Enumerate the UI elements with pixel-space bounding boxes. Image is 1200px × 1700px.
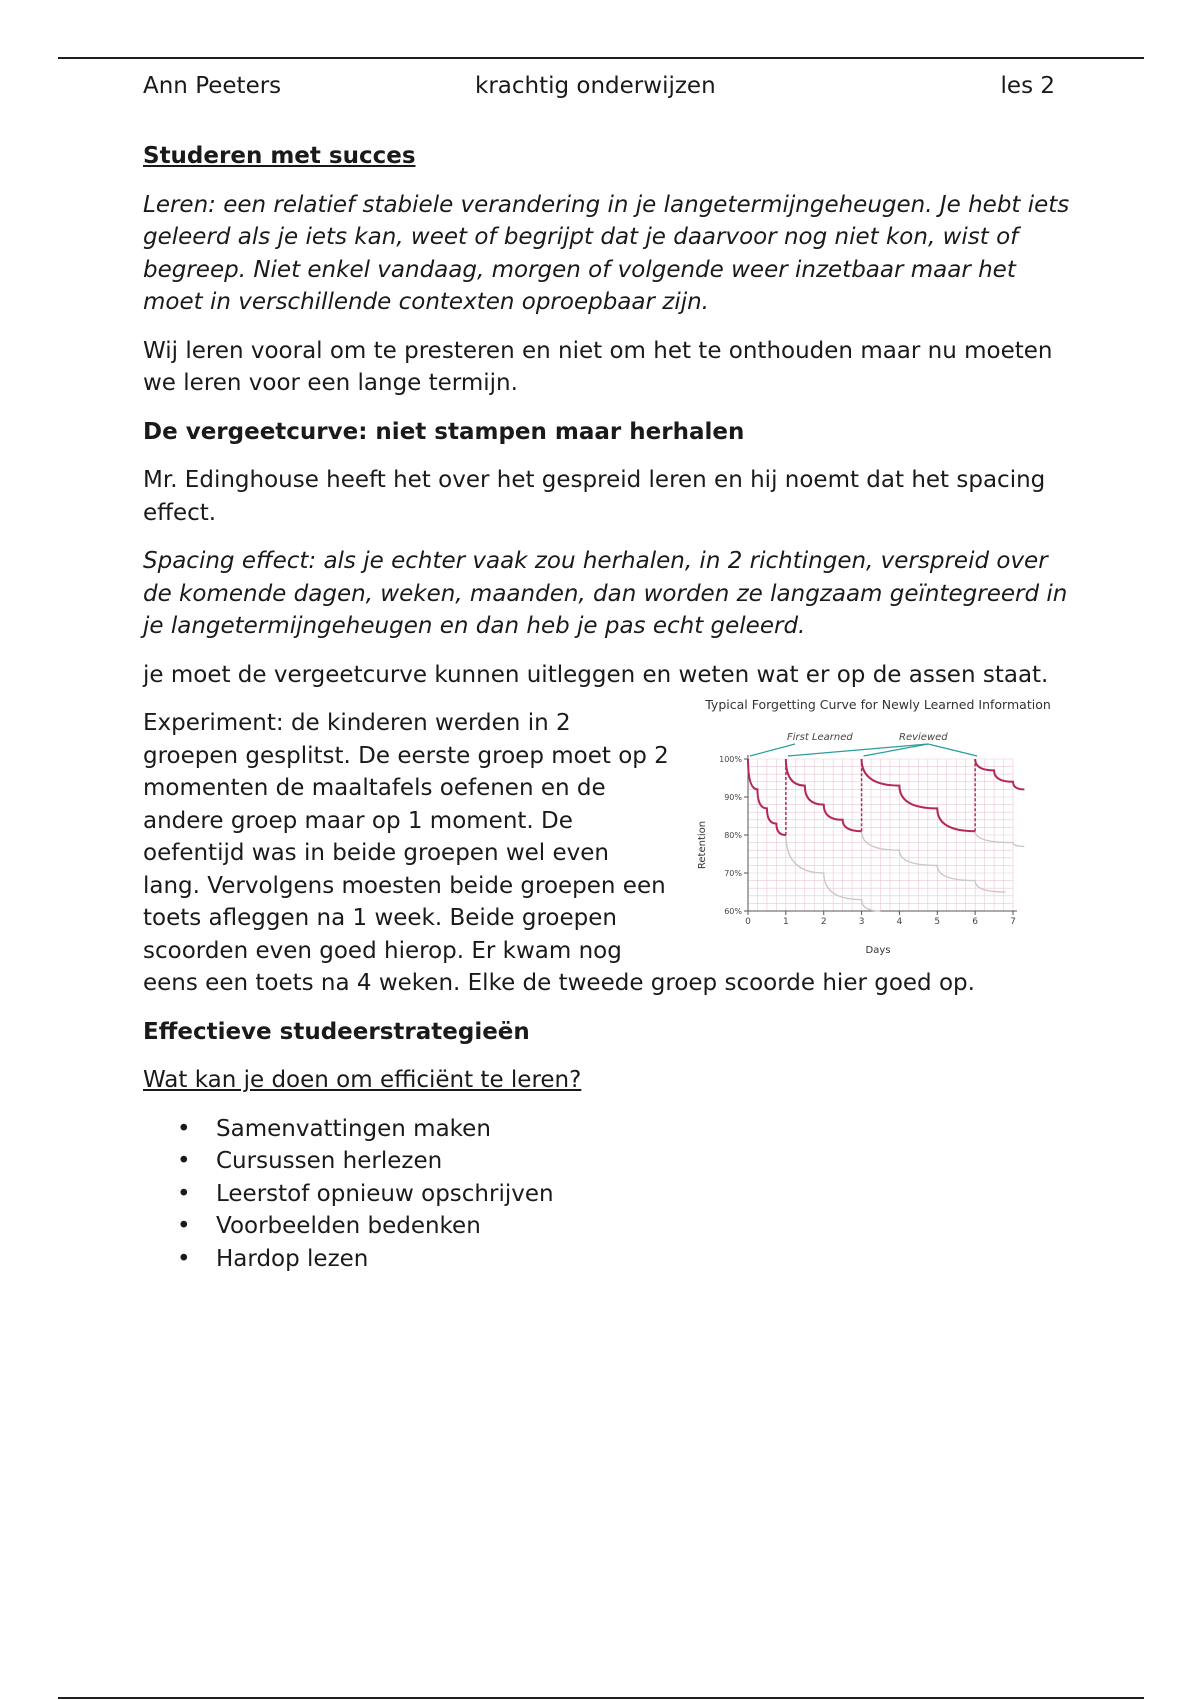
page-header bbox=[143, 70, 1055, 102]
chart-y-tick-label: 90% bbox=[724, 793, 742, 802]
chart-series-line bbox=[975, 831, 1024, 846]
chart-y-tick-label: 80% bbox=[724, 831, 742, 840]
paragraph-assen: je moet de vergeetcurve kunnen uitleggen en weten wat er op de assen staat. bbox=[143, 661, 1049, 688]
strategy-list bbox=[143, 1113, 1073, 1276]
header-rule bbox=[58, 57, 1144, 59]
chart-annotation-arrow bbox=[750, 744, 795, 756]
question-efficient: Wat kan je doen om efficiënt te leren? bbox=[143, 1067, 582, 1093]
header-course: krachtig onderwijzen bbox=[475, 73, 716, 99]
chart-ylabel: Retention bbox=[697, 820, 708, 870]
chart-x-tick-label: 1 bbox=[782, 917, 789, 927]
paragraph-presteren: Wij leren vooral om te presteren en niet om het te onthouden maar nu moeten we leren voor een lange termijn. bbox=[143, 337, 1053, 396]
list-item: • Cursussen herlezen bbox=[143, 1145, 1073, 1178]
forgetting-curve-chart bbox=[683, 695, 1073, 955]
chart-x-tick-label: 3 bbox=[858, 917, 865, 927]
chart-x-tick-label: 6 bbox=[972, 917, 979, 927]
chart-x-tick-label: 0 bbox=[745, 917, 751, 927]
section-title-studeren: Studeren met succes bbox=[143, 143, 416, 169]
chart-annotation-first-learned: First Learned bbox=[787, 732, 853, 743]
header-author: Ann Peeters bbox=[143, 73, 282, 99]
document-body bbox=[143, 140, 1073, 1275]
chart-x-tick-label: 4 bbox=[896, 917, 903, 927]
chart-annotation-arrow bbox=[864, 744, 928, 756]
definition-spacing-effect: Spacing effect: als je echter vaak zou herhalen, in 2 richtingen, verspreid over de komende dagen, weken, maanden, dan worden ze langzaam geïntegreerd in je langetermijngeheugen en dan heb je pas echt geleerd. bbox=[143, 548, 1068, 639]
section-title-strategieen: Effectieve studeerstrategieën bbox=[143, 1018, 530, 1045]
chart-series-line bbox=[862, 831, 1006, 892]
chart-title: Typical Forgetting Curve for Newly Learned Information bbox=[705, 697, 1051, 712]
chart-y-tick-label: 70% bbox=[724, 869, 742, 878]
forgetting-curve-svg bbox=[683, 695, 1073, 955]
footer-rule bbox=[58, 1697, 1144, 1699]
paragraph-experiment: Experiment: de kinderen werden in 2 groepen gesplitst. De eerste groep moet op 2 momenten de maaltafels oefenen en de andere groep maar op 1 moment. De oefentijd was in beide groepen wel even lang. Vervolgens moesten beide groepen een toets afleggen na 1 week. Beide groepen scoorden even goed hierop. Er kwam nog eens een toets na 4 weken. Elke de tweede groep scoorde hier goed op. bbox=[143, 710, 975, 996]
header-lesson: les 2 bbox=[1000, 73, 1055, 99]
chart-x-tick-label: 7 bbox=[1010, 917, 1016, 927]
chart-y-tick-label: 60% bbox=[724, 907, 742, 916]
chart-x-tick-label: 5 bbox=[934, 917, 941, 927]
list-item: • Samenvattingen maken bbox=[143, 1113, 1073, 1146]
paragraph-edinghouse: Mr. Edinghouse heeft het over het gespreid leren en hij noemt dat het spacing effect. bbox=[143, 467, 1046, 526]
chart-xlabel: Days bbox=[865, 945, 891, 955]
section-title-vergeetcurve: De vergeetcurve: niet stampen maar herhalen bbox=[143, 418, 745, 445]
chart-annotation-arrow bbox=[788, 744, 928, 756]
list-item: • Voorbeelden bedenken bbox=[143, 1210, 1073, 1243]
chart-y-tick-label: 100% bbox=[719, 755, 742, 764]
chart-annotation-arrow bbox=[928, 744, 977, 756]
chart-annotation-reviewed: Reviewed bbox=[899, 732, 948, 743]
definition-leren: Leren: een relatief stabiele verandering in je langetermijngeheugen. Je hebt iets geleerd als je iets kan, weet of begrijpt dat je daarvoor nog niet kon, wist of begreep. Niet enkel vandaag, morgen of volgende weer inzetbaar maar het moet in verschillende contexten oproepbaar zijn. bbox=[143, 191, 1070, 315]
chart-x-tick-label: 2 bbox=[820, 917, 827, 927]
list-item: • Leerstof opnieuw opschrijven bbox=[143, 1178, 1073, 1211]
list-item: • Hardop lezen bbox=[143, 1243, 1073, 1276]
